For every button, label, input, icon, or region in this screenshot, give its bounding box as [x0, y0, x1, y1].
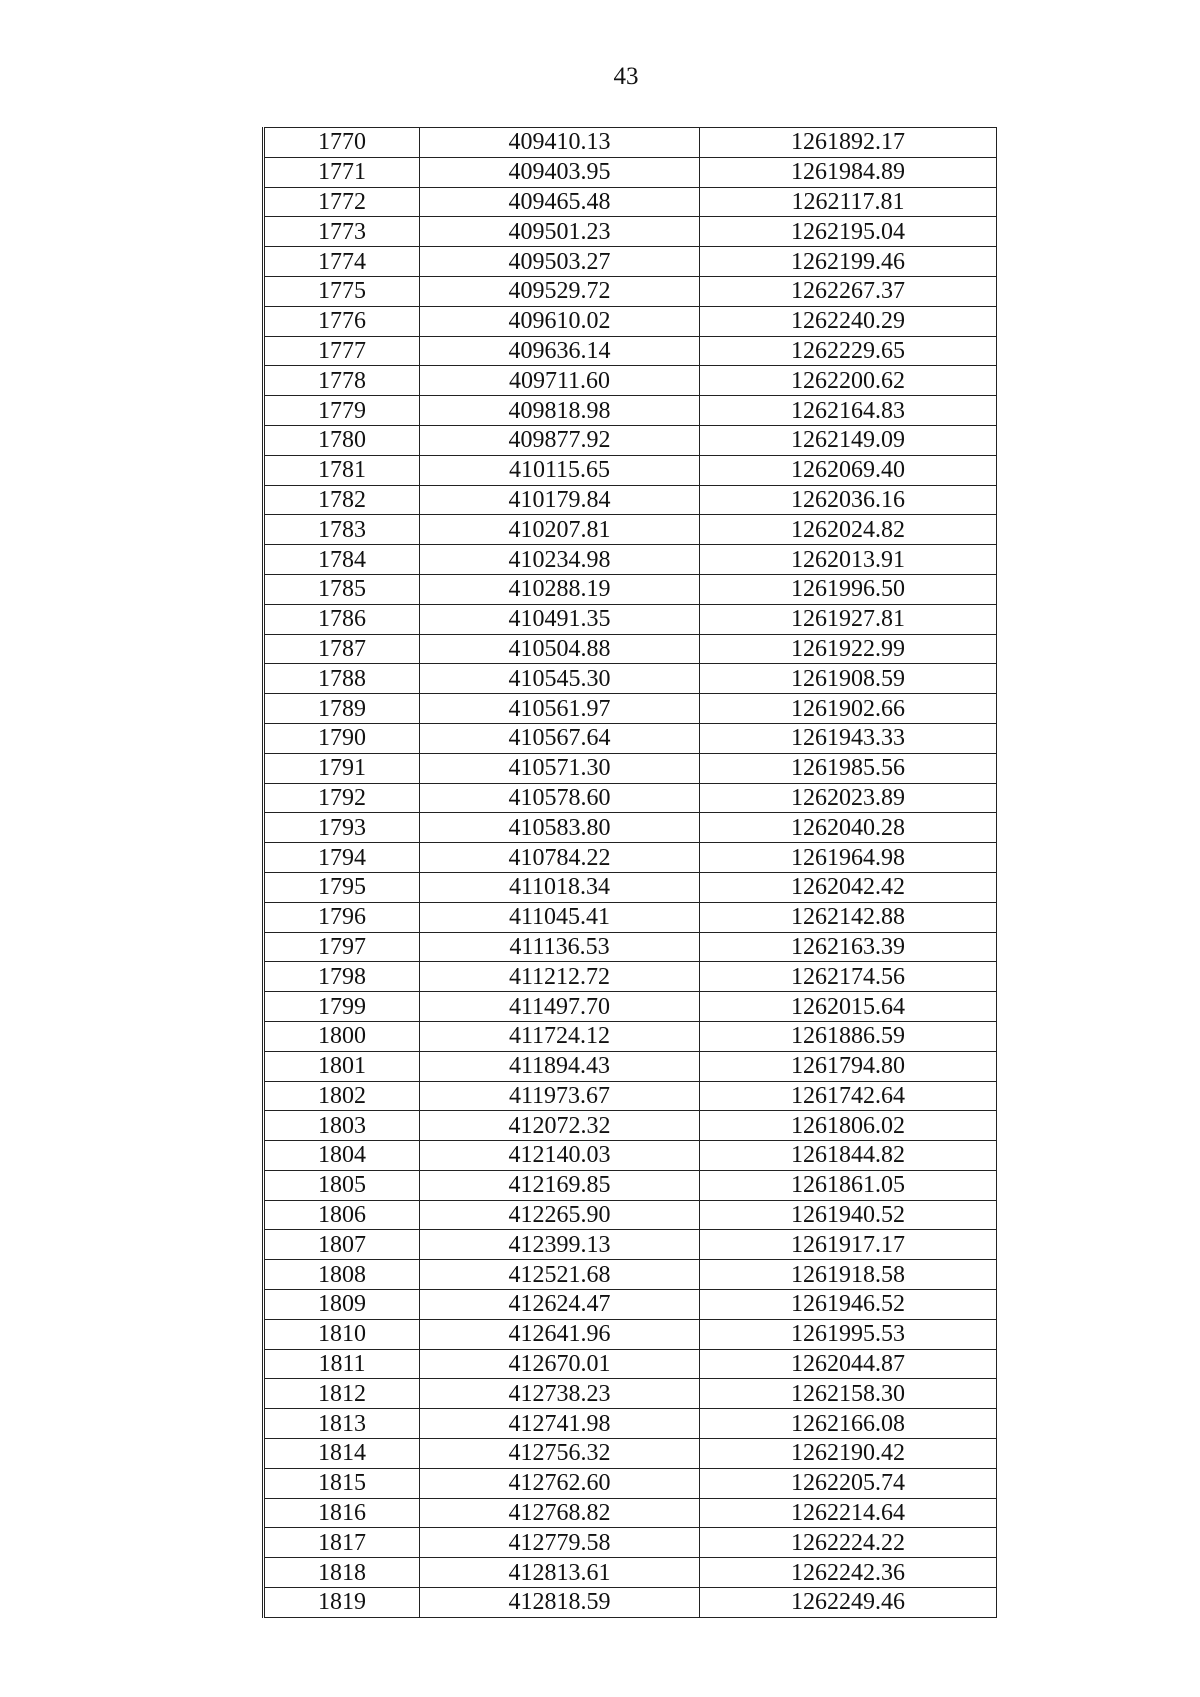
x-coordinate-cell: 412624.47 [420, 1290, 700, 1320]
table-row [264, 1260, 997, 1290]
table-row [264, 515, 997, 545]
x-coordinate-cell: 409610.02 [420, 306, 700, 336]
point-number-cell: 1785 [264, 574, 420, 604]
y-coordinate-cell: 1261943.33 [700, 723, 997, 753]
y-coordinate-cell: 1262023.89 [700, 783, 997, 813]
x-coordinate-cell: 412779.58 [420, 1528, 700, 1558]
y-coordinate-cell: 1261996.50 [700, 574, 997, 604]
table-row [264, 1290, 997, 1320]
y-coordinate-cell: 1262117.81 [700, 187, 997, 217]
point-number-cell: 1793 [264, 813, 420, 843]
point-number-cell: 1780 [264, 425, 420, 455]
point-number-cell: 1787 [264, 634, 420, 664]
x-coordinate-cell: 412813.61 [420, 1558, 700, 1588]
table-row [264, 843, 997, 873]
point-number-cell: 1790 [264, 723, 420, 753]
table-row [264, 753, 997, 783]
table-row [264, 336, 997, 366]
table-row [264, 396, 997, 426]
y-coordinate-cell: 1261985.56 [700, 753, 997, 783]
y-coordinate-cell: 1261794.80 [700, 1051, 997, 1081]
x-coordinate-cell: 409877.92 [420, 425, 700, 455]
table-row [264, 1498, 997, 1528]
y-coordinate-cell: 1262040.28 [700, 813, 997, 843]
point-number-cell: 1770 [264, 128, 420, 158]
point-number-cell: 1805 [264, 1170, 420, 1200]
point-number-cell: 1804 [264, 1141, 420, 1171]
x-coordinate-cell: 412072.32 [420, 1111, 700, 1141]
x-coordinate-cell: 411973.67 [420, 1081, 700, 1111]
x-coordinate-cell: 409503.27 [420, 247, 700, 277]
y-coordinate-cell: 1261918.58 [700, 1260, 997, 1290]
point-number-cell: 1810 [264, 1319, 420, 1349]
table-row [264, 276, 997, 306]
table-row [264, 932, 997, 962]
point-number-cell: 1807 [264, 1230, 420, 1260]
table-row [264, 1558, 997, 1588]
x-coordinate-cell: 409711.60 [420, 366, 700, 396]
table-row [264, 992, 997, 1022]
point-number-cell: 1817 [264, 1528, 420, 1558]
y-coordinate-cell: 1262249.46 [700, 1588, 997, 1618]
x-coordinate-cell: 412169.85 [420, 1170, 700, 1200]
point-number-cell: 1814 [264, 1439, 420, 1469]
y-coordinate-cell: 1262158.30 [700, 1379, 997, 1409]
table-row [264, 485, 997, 515]
y-coordinate-cell: 1261902.66 [700, 694, 997, 724]
point-number-cell: 1802 [264, 1081, 420, 1111]
y-coordinate-cell: 1262242.36 [700, 1558, 997, 1588]
x-coordinate-cell: 410207.81 [420, 515, 700, 545]
table-row [264, 634, 997, 664]
x-coordinate-cell: 409410.13 [420, 128, 700, 158]
table-row [264, 366, 997, 396]
y-coordinate-cell: 1261922.99 [700, 634, 997, 664]
x-coordinate-cell: 411894.43 [420, 1051, 700, 1081]
point-number-cell: 1819 [264, 1588, 420, 1618]
x-coordinate-cell: 412265.90 [420, 1200, 700, 1230]
y-coordinate-cell: 1261892.17 [700, 128, 997, 158]
x-coordinate-cell: 411136.53 [420, 932, 700, 962]
x-coordinate-cell: 412140.03 [420, 1141, 700, 1171]
y-coordinate-cell: 1261984.89 [700, 157, 997, 187]
y-coordinate-cell: 1261844.82 [700, 1141, 997, 1171]
table-row [264, 1409, 997, 1439]
x-coordinate-cell: 411497.70 [420, 992, 700, 1022]
point-number-cell: 1812 [264, 1379, 420, 1409]
point-number-cell: 1789 [264, 694, 420, 724]
point-number-cell: 1788 [264, 664, 420, 694]
y-coordinate-cell: 1262024.82 [700, 515, 997, 545]
y-coordinate-cell: 1262142.88 [700, 902, 997, 932]
y-coordinate-cell: 1261964.98 [700, 843, 997, 873]
table-row [264, 247, 997, 277]
point-number-cell: 1818 [264, 1558, 420, 1588]
x-coordinate-cell: 410504.88 [420, 634, 700, 664]
y-coordinate-cell: 1262036.16 [700, 485, 997, 515]
table-row [264, 1051, 997, 1081]
x-coordinate-cell: 409636.14 [420, 336, 700, 366]
table-row [264, 723, 997, 753]
point-number-cell: 1808 [264, 1260, 420, 1290]
x-coordinate-cell: 412818.59 [420, 1588, 700, 1618]
point-number-cell: 1779 [264, 396, 420, 426]
x-coordinate-cell: 411018.34 [420, 872, 700, 902]
table-row [264, 217, 997, 247]
coordinate-table [262, 127, 997, 1618]
point-number-cell: 1775 [264, 276, 420, 306]
x-coordinate-cell: 412521.68 [420, 1260, 700, 1290]
table-row [264, 157, 997, 187]
y-coordinate-cell: 1261742.64 [700, 1081, 997, 1111]
table-row [264, 545, 997, 575]
y-coordinate-cell: 1262166.08 [700, 1409, 997, 1439]
point-number-cell: 1792 [264, 783, 420, 813]
table-row [264, 128, 997, 158]
point-number-cell: 1796 [264, 902, 420, 932]
y-coordinate-cell: 1262240.29 [700, 306, 997, 336]
y-coordinate-cell: 1262015.64 [700, 992, 997, 1022]
point-number-cell: 1781 [264, 455, 420, 485]
table-row [264, 1588, 997, 1618]
point-number-cell: 1800 [264, 1021, 420, 1051]
point-number-cell: 1791 [264, 753, 420, 783]
point-number-cell: 1815 [264, 1468, 420, 1498]
point-number-cell: 1794 [264, 843, 420, 873]
x-coordinate-cell: 409403.95 [420, 157, 700, 187]
point-number-cell: 1772 [264, 187, 420, 217]
x-coordinate-cell: 410784.22 [420, 843, 700, 873]
coordinate-table-body [264, 128, 997, 1618]
x-coordinate-cell: 410561.97 [420, 694, 700, 724]
y-coordinate-cell: 1262200.62 [700, 366, 997, 396]
x-coordinate-cell: 411045.41 [420, 902, 700, 932]
x-coordinate-cell: 412756.32 [420, 1439, 700, 1469]
table-row [264, 1021, 997, 1051]
point-number-cell: 1774 [264, 247, 420, 277]
y-coordinate-cell: 1262205.74 [700, 1468, 997, 1498]
point-number-cell: 1816 [264, 1498, 420, 1528]
x-coordinate-cell: 412741.98 [420, 1409, 700, 1439]
x-coordinate-cell: 410288.19 [420, 574, 700, 604]
x-coordinate-cell: 409501.23 [420, 217, 700, 247]
y-coordinate-cell: 1262267.37 [700, 276, 997, 306]
x-coordinate-cell: 412641.96 [420, 1319, 700, 1349]
point-number-cell: 1778 [264, 366, 420, 396]
table-row [264, 1081, 997, 1111]
table-row [264, 694, 997, 724]
y-coordinate-cell: 1262163.39 [700, 932, 997, 962]
point-number-cell: 1799 [264, 992, 420, 1022]
table-row [264, 1200, 997, 1230]
x-coordinate-cell: 409465.48 [420, 187, 700, 217]
table-row [264, 1349, 997, 1379]
y-coordinate-cell: 1262069.40 [700, 455, 997, 485]
table-row [264, 664, 997, 694]
y-coordinate-cell: 1261886.59 [700, 1021, 997, 1051]
table-row [264, 1111, 997, 1141]
table-row [264, 1439, 997, 1469]
point-number-cell: 1809 [264, 1290, 420, 1320]
y-coordinate-cell: 1262224.22 [700, 1528, 997, 1558]
x-coordinate-cell: 411724.12 [420, 1021, 700, 1051]
point-number-cell: 1773 [264, 217, 420, 247]
table-row [264, 1528, 997, 1558]
y-coordinate-cell: 1262229.65 [700, 336, 997, 366]
point-number-cell: 1797 [264, 932, 420, 962]
table-row [264, 813, 997, 843]
point-number-cell: 1795 [264, 872, 420, 902]
table-row [264, 574, 997, 604]
x-coordinate-cell: 410491.35 [420, 604, 700, 634]
x-coordinate-cell: 410571.30 [420, 753, 700, 783]
point-number-cell: 1811 [264, 1349, 420, 1379]
x-coordinate-cell: 410179.84 [420, 485, 700, 515]
y-coordinate-cell: 1262042.42 [700, 872, 997, 902]
table-row [264, 1468, 997, 1498]
x-coordinate-cell: 410234.98 [420, 545, 700, 575]
x-coordinate-cell: 412762.60 [420, 1468, 700, 1498]
point-number-cell: 1801 [264, 1051, 420, 1081]
table-row [264, 425, 997, 455]
y-coordinate-cell: 1261806.02 [700, 1111, 997, 1141]
point-number-cell: 1803 [264, 1111, 420, 1141]
x-coordinate-cell: 410545.30 [420, 664, 700, 694]
page-number: 43 [613, 63, 639, 90]
x-coordinate-cell: 410567.64 [420, 723, 700, 753]
point-number-cell: 1798 [264, 962, 420, 992]
x-coordinate-cell: 410578.60 [420, 783, 700, 813]
y-coordinate-cell: 1262214.64 [700, 1498, 997, 1528]
y-coordinate-cell: 1262195.04 [700, 217, 997, 247]
table-row [264, 783, 997, 813]
table-row [264, 455, 997, 485]
point-number-cell: 1786 [264, 604, 420, 634]
x-coordinate-cell: 411212.72 [420, 962, 700, 992]
x-coordinate-cell: 409818.98 [420, 396, 700, 426]
y-coordinate-cell: 1261940.52 [700, 1200, 997, 1230]
y-coordinate-cell: 1262044.87 [700, 1349, 997, 1379]
point-number-cell: 1783 [264, 515, 420, 545]
point-number-cell: 1806 [264, 1200, 420, 1230]
x-coordinate-cell: 410115.65 [420, 455, 700, 485]
point-number-cell: 1813 [264, 1409, 420, 1439]
table-row [264, 306, 997, 336]
table-row [264, 1319, 997, 1349]
table-row [264, 1141, 997, 1171]
point-number-cell: 1784 [264, 545, 420, 575]
table-row [264, 962, 997, 992]
x-coordinate-cell: 412670.01 [420, 1349, 700, 1379]
x-coordinate-cell: 409529.72 [420, 276, 700, 306]
x-coordinate-cell: 412738.23 [420, 1379, 700, 1409]
y-coordinate-cell: 1261927.81 [700, 604, 997, 634]
y-coordinate-cell: 1262199.46 [700, 247, 997, 277]
y-coordinate-cell: 1261861.05 [700, 1170, 997, 1200]
point-number-cell: 1777 [264, 336, 420, 366]
y-coordinate-cell: 1262149.09 [700, 425, 997, 455]
table-row [264, 604, 997, 634]
y-coordinate-cell: 1262190.42 [700, 1439, 997, 1469]
x-coordinate-cell: 410583.80 [420, 813, 700, 843]
point-number-cell: 1782 [264, 485, 420, 515]
y-coordinate-cell: 1261995.53 [700, 1319, 997, 1349]
point-number-cell: 1771 [264, 157, 420, 187]
x-coordinate-cell: 412768.82 [420, 1498, 700, 1528]
table-row [264, 872, 997, 902]
table-row [264, 902, 997, 932]
table-row [264, 1170, 997, 1200]
y-coordinate-cell: 1262164.83 [700, 396, 997, 426]
x-coordinate-cell: 412399.13 [420, 1230, 700, 1260]
y-coordinate-cell: 1261908.59 [700, 664, 997, 694]
y-coordinate-cell: 1262174.56 [700, 962, 997, 992]
point-number-cell: 1776 [264, 306, 420, 336]
y-coordinate-cell: 1261917.17 [700, 1230, 997, 1260]
table-row [264, 187, 997, 217]
table-row [264, 1379, 997, 1409]
table-row [264, 1230, 997, 1260]
y-coordinate-cell: 1262013.91 [700, 545, 997, 575]
y-coordinate-cell: 1261946.52 [700, 1290, 997, 1320]
